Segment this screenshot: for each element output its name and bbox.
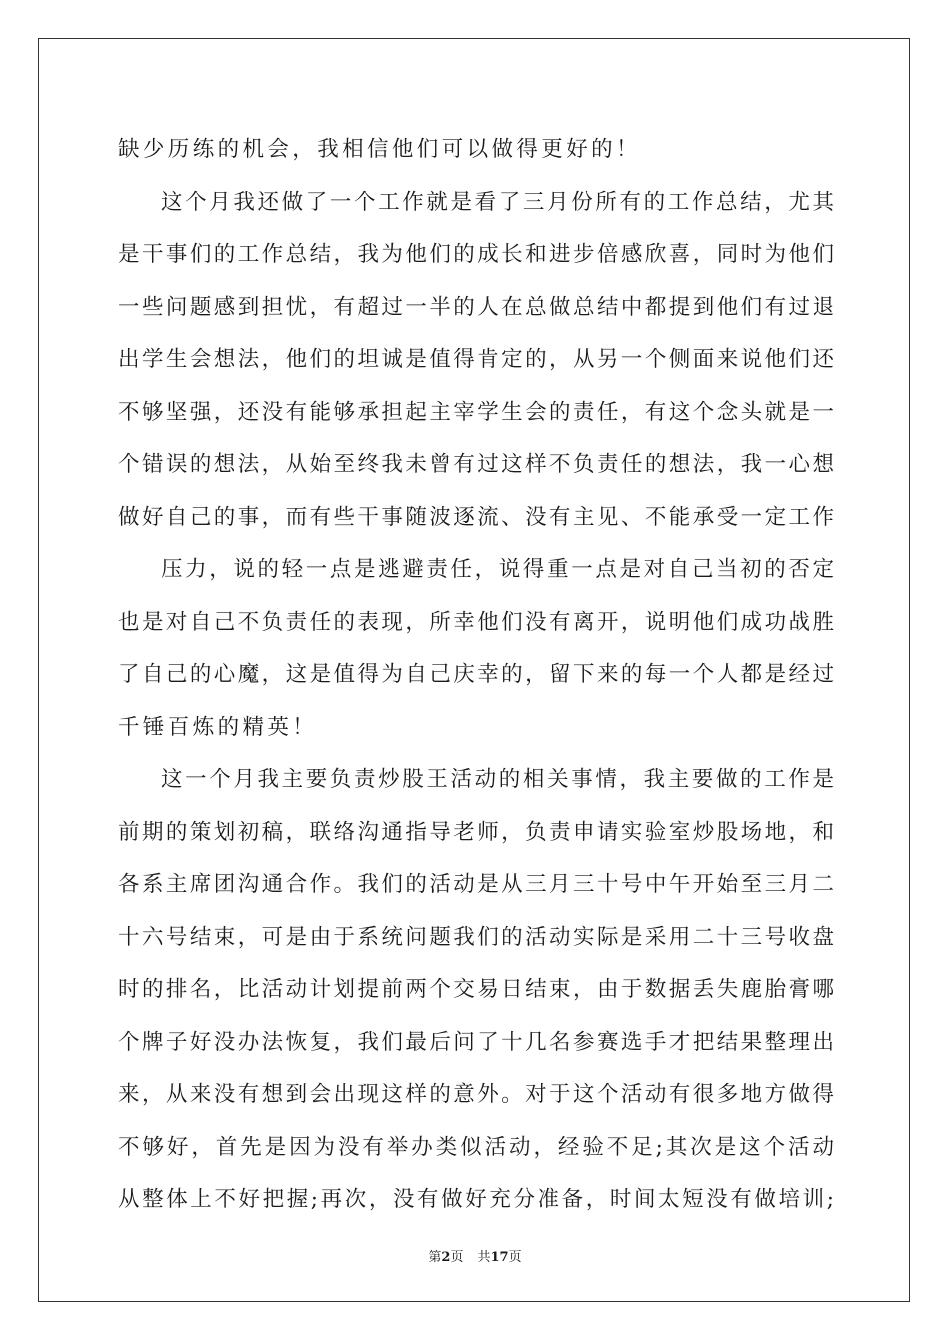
text-line: 个错误的想法，从始至终我未曾有过这样不负责任的想法，我一心想	[118, 452, 834, 477]
page-prefix: 第	[428, 1250, 442, 1265]
text-line: 这个月我还做了一个工作就是看了三月份所有的工作总结，尤其	[161, 189, 834, 215]
text-line: 也是对自己不负责任的表现，所幸他们没有离开，说明他们成功战胜	[118, 609, 834, 635]
text-line: 不够好，首先是因为没有举办类似活动，经验不足;其次是这个活动	[118, 1134, 834, 1160]
text-line: 十六号结束，可是由于系统问题我们的活动实际是采用二十三号收盘	[118, 924, 834, 950]
page-suffix: 页	[450, 1250, 464, 1265]
text-line: 个牌子好没办法恢复，我们最后问了十几名参赛选手才把结果整理出	[118, 1029, 834, 1055]
text-line: 千锤百炼的精英！	[118, 714, 318, 740]
text-line: 从整体上不好把握;再次，没有做好充分准备，时间太短没有做培训;	[118, 1187, 834, 1212]
total-suffix: 页	[508, 1250, 522, 1265]
text-line: 不够坚强，还没有能够承担起主宰学生会的责任，有这个念头就是一	[118, 399, 834, 425]
text-line: 时的排名，比活动计划提前两个交易日结束，由于数据丢失鹿胎膏哪	[118, 977, 834, 1002]
text-line: 各系主席团沟通合作。我们的活动是从三月三十号中午开始至三月二	[118, 872, 834, 897]
page-number: 2	[441, 1250, 451, 1265]
text-line: 了自己的心魔，这是值得为自己庆幸的，留下来的每一个人都是经过	[118, 662, 834, 687]
page-footer	[0, 1246, 950, 1265]
text-line: 做好自己的事，而有些干事随波逐流、没有主见、不能承受一定工作	[118, 504, 834, 530]
total-prefix: 共	[477, 1250, 491, 1265]
text-line: 来，从来没有想到会出现这样的意外。对于这个活动有很多地方做得	[118, 1082, 834, 1107]
text-line: 这一个月我主要负责炒股王活动的相关事情，我主要做的工作是	[161, 767, 834, 792]
text-line: 出学生会想法，他们的坦诚是值得肯定的，从另一个侧面来说他们还	[118, 347, 834, 372]
text-line: 缺少历练的机会，我相信他们可以做得更好的！	[118, 137, 641, 162]
document-body	[118, 124, 834, 1227]
text-line: 压力，说的轻一点是逃避责任，说得重一点是对自己当初的否定	[161, 557, 834, 582]
text-line: 一些问题感到担忧，有超过一半的人在总做总结中都提到他们有过退	[118, 294, 834, 320]
total-pages: 17	[490, 1250, 509, 1265]
text-line: 是干事们的工作总结，我为他们的成长和进步倍感欣喜，同时为他们	[118, 242, 834, 267]
text-line: 前期的策划初稿，联络沟通指导老师，负责申请实验室炒股场地，和	[118, 819, 834, 845]
